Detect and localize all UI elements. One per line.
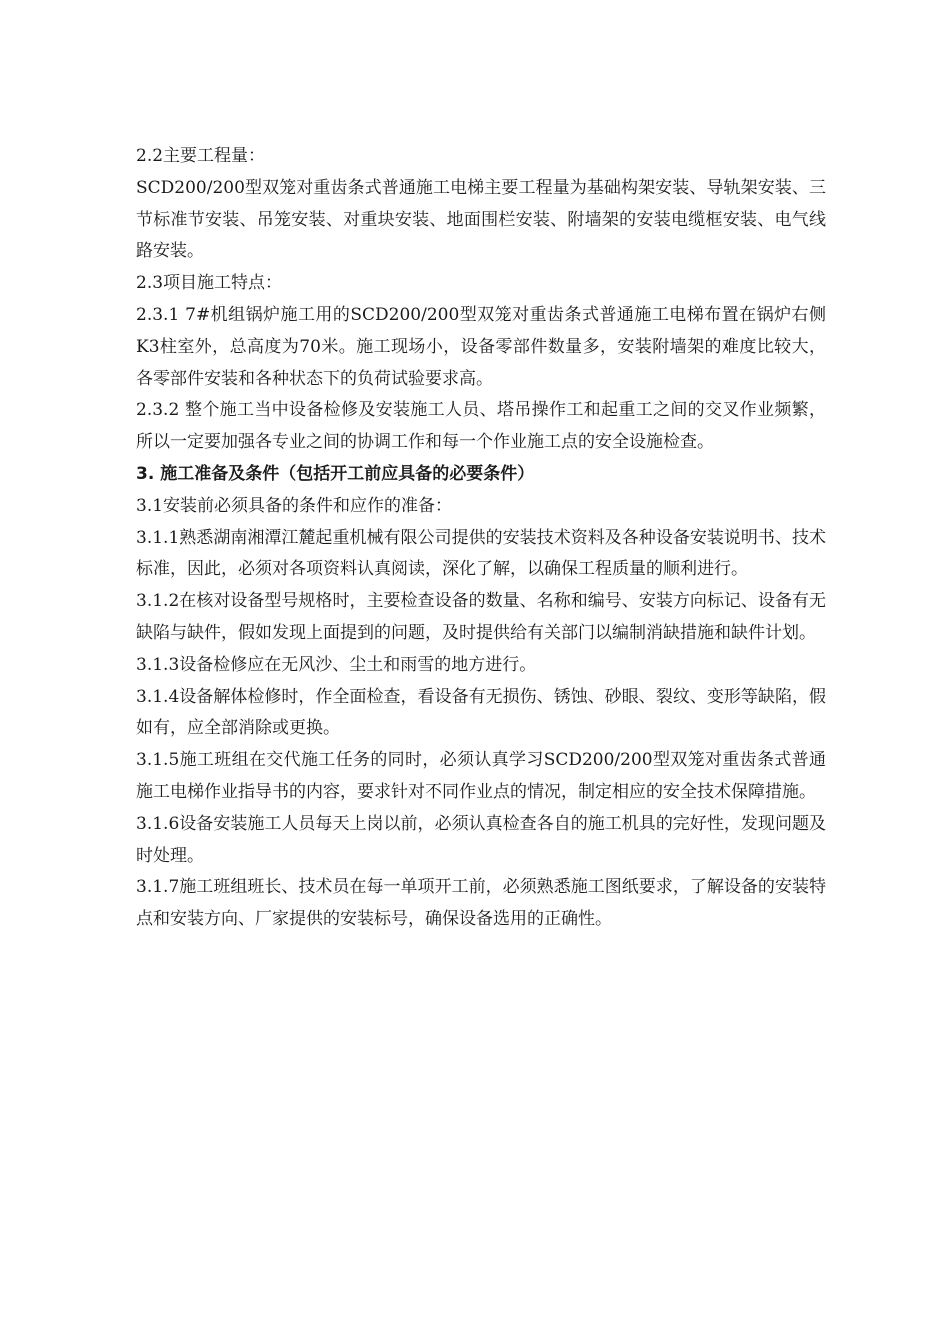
section-heading-3: 3. 施工准备及条件（包括开工前应具备的必要条件）	[136, 463, 535, 484]
paragraph-3-1-1: 3.1.1熟悉湖南湘潭江麓起重机械有限公司提供的安装技术资料及各种设备安装说明书、技术标准，因此，必须对各项资料认真阅读，深化了解，以确保工程质量的顺利进行。	[136, 527, 826, 580]
paragraph-2-3-1: 2.3.1 7#机组锅炉施工用的SCD200/200型双笼对重齿条式普通施工电梯布置在锅炉右侧K3柱室外，总高度为70米。施工现场小，设备零部件数量多，安装附墙架的难度比较大，各零部件安装和各种状态下的负荷试验要求高。	[136, 304, 826, 389]
section-heading-2-2: 2.2主要工程量：	[136, 146, 266, 166]
document-body	[136, 141, 826, 936]
paragraph-3-1-3: 3.1.3设备检修应在无风沙、尘土和雨雪的地方进行。	[136, 654, 537, 675]
paragraph-3-1-7: 3.1.7施工班组班长、技术员在每一单项开工前，必须熟悉施工图纸要求，了解设备的安装特点和安装方向、厂家提供的安装标号，确保设备选用的正确性。	[136, 877, 826, 930]
section-heading-3-1: 3.1安装前必须具备的条件和应作的准备：	[136, 495, 453, 516]
section-heading-2-3: 2.3项目施工特点：	[136, 273, 283, 294]
paragraph-3-1-6: 3.1.6设备安装施工人员每天上岗以前，必须认真检查各自的施工机具的完好性，发现问题及时处理。	[136, 813, 826, 866]
paragraph-3-1-5: 3.1.5施工班组在交代施工任务的同时，必须认真学习SCD200/200型双笼对重齿条式普通施工电梯作业指导书的内容，要求针对不同作业点的情况，制定相应的安全技术保障措施。	[136, 750, 826, 802]
paragraph-2-3-2: 2.3.2 整个施工当中设备检修及安装施工人员、塔吊操作工和起重工之间的交叉作业频繁，所以一定要加强各专业之间的协调工作和每一个作业施工点的安全设施检查。	[136, 400, 826, 453]
paragraph-3-1-4: 3.1.4设备解体检修时，作全面检查，看设备有无损伤、锈蚀、砂眼、裂纹、变形等缺陷，假如有，应全部消除或更换。	[136, 686, 826, 739]
paragraph-main-quantities: SCD200/200型双笼对重齿条式普通施工电梯主要工程量为基础构架安装、导轨架安装、三节标准节安装、吊笼安装、对重块安装、地面围栏安装、附墙架的安装电缆框安装、电气线路安装。	[136, 177, 826, 262]
paragraph-3-1-2: 3.1.2在核对设备型号规格时，主要检查设备的数量、名称和编号、安装方向标记、设备有无缺陷与缺件，假如发现上面提到的问题，及时提供给有关部门以编制消缺措施和缺件计划。	[136, 591, 826, 643]
